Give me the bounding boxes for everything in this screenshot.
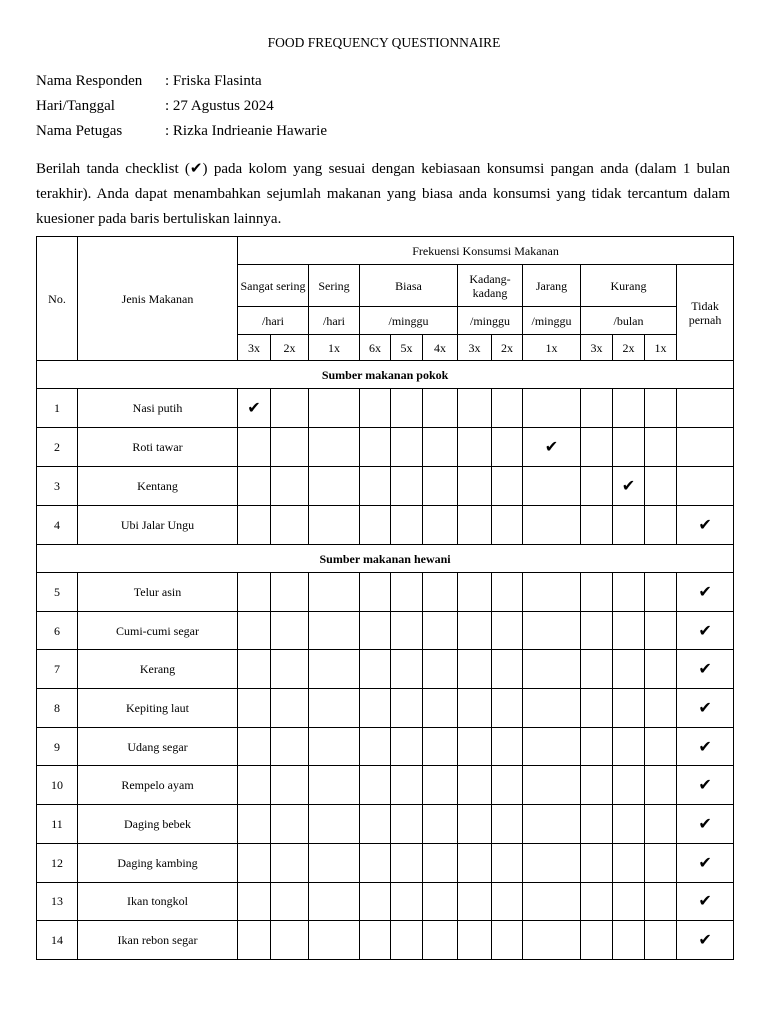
- freq-count: 1x: [523, 335, 581, 361]
- frequency-cell: [581, 573, 613, 612]
- frequency-cell: [271, 506, 309, 545]
- frequency-cell: [581, 689, 613, 728]
- frequency-cell: [309, 689, 360, 728]
- frequency-cell: [423, 727, 458, 766]
- food-row: [37, 389, 734, 428]
- food-number: 2: [37, 428, 78, 467]
- frequency-cell: [238, 506, 271, 545]
- respondent-info: [36, 69, 327, 144]
- food-name: Ikan rebon segar: [78, 921, 238, 960]
- frequency-cell: [391, 805, 423, 844]
- freq-count: 4x: [423, 335, 458, 361]
- freq-unit: /minggu: [523, 307, 581, 335]
- frequency-cell: [581, 766, 613, 805]
- frequency-cell: [271, 882, 309, 921]
- frequency-cell: [492, 766, 523, 805]
- info-value: : Friska Flasinta: [165, 73, 262, 89]
- frequency-cell: [581, 428, 613, 467]
- frequency-cell: [581, 727, 613, 766]
- info-value: : 27 Agustus 2024: [165, 98, 274, 114]
- checkmark-icon: ✔: [698, 775, 712, 795]
- frequency-cell: [391, 882, 423, 921]
- food-name: Udang segar: [78, 727, 238, 766]
- header-row: [37, 237, 734, 265]
- checkmark-icon: ✔: [247, 398, 261, 417]
- checkmark-icon: ✔: [544, 437, 559, 456]
- freq-group-sering: Sering: [309, 265, 360, 307]
- freq-count: 2x: [271, 335, 309, 361]
- food-row: [37, 921, 734, 960]
- frequency-cell: [523, 650, 581, 689]
- checkmark-icon: ✔: [698, 620, 712, 640]
- frequency-cell: [238, 843, 271, 882]
- frequency-cell: [391, 843, 423, 882]
- frequency-cell: [360, 573, 391, 612]
- frequency-cell: [613, 573, 645, 612]
- frequency-cell: [523, 727, 581, 766]
- frequency-cell: [458, 843, 492, 882]
- frequency-cell: [492, 882, 523, 921]
- frequency-cell: [492, 611, 523, 650]
- info-label: Nama Responden: [36, 73, 143, 89]
- frequency-cell: [458, 882, 492, 921]
- frequency-cell: [238, 611, 271, 650]
- frequency-cell: [581, 843, 613, 882]
- frequency-cell: [458, 689, 492, 728]
- checkmark-icon: ✔: [698, 515, 712, 534]
- frequency-cell: [423, 506, 458, 545]
- freq-group-kadang-kadang: Kadang-kadang: [458, 265, 523, 307]
- frequency-cell: [271, 650, 309, 689]
- col-header-no: No.: [37, 237, 78, 361]
- frequency-cell: [645, 506, 677, 545]
- food-row: [37, 573, 734, 612]
- frequency-cell: [309, 573, 360, 612]
- frequency-cell: [492, 506, 523, 545]
- frequency-cell: [423, 689, 458, 728]
- frequency-cell: [391, 467, 423, 506]
- frequency-cell: [309, 727, 360, 766]
- food-name: Kentang: [78, 467, 238, 506]
- frequency-cell: [458, 727, 492, 766]
- freq-count: 3x: [238, 335, 271, 361]
- checkmark-icon: ✔: [698, 852, 712, 872]
- food-row: [37, 689, 734, 728]
- frequency-cell: [645, 389, 677, 428]
- frequency-cell: [581, 389, 613, 428]
- frequency-cell: [423, 611, 458, 650]
- table-body: [37, 361, 734, 960]
- freq-unit: /hari: [238, 307, 309, 335]
- frequency-cell: [360, 689, 391, 728]
- info-date: [36, 94, 327, 119]
- freq-unit: /minggu: [360, 307, 458, 335]
- frequency-cell: [523, 428, 581, 467]
- checkmark-icon: ✔: [698, 736, 712, 756]
- frequency-cell: [360, 650, 391, 689]
- frequency-cell: [523, 467, 581, 506]
- food-name: Kerang: [78, 650, 238, 689]
- frequency-cell: [238, 882, 271, 921]
- frequency-cell: [581, 506, 613, 545]
- ffq-table: [36, 236, 734, 960]
- frequency-cell: [677, 843, 734, 882]
- frequency-cell: [238, 428, 271, 467]
- col-header-never: Tidak pernah: [677, 265, 734, 361]
- frequency-cell: [613, 389, 645, 428]
- frequency-cell: [423, 389, 458, 428]
- food-name: Ikan tongkol: [78, 882, 238, 921]
- frequency-cell: [423, 573, 458, 612]
- frequency-cell: [613, 843, 645, 882]
- frequency-cell: [492, 805, 523, 844]
- info-label: Nama Petugas: [36, 123, 123, 139]
- frequency-cell: [677, 467, 734, 506]
- frequency-cell: [677, 805, 734, 844]
- frequency-cell: [581, 650, 613, 689]
- frequency-cell: [423, 766, 458, 805]
- frequency-cell: [613, 727, 645, 766]
- frequency-cell: [309, 766, 360, 805]
- frequency-cell: [238, 467, 271, 506]
- frequency-cell: [581, 921, 613, 960]
- instructions-paragraph: Berilah tanda checklist (✔) pada kolom yang sesuai dengan kebiasaan konsumsi pangan anda (dalam 1 bulan terakhir). Anda dapat menambahkan sejumlah makanan yang biasa anda konsumsi yang tidak tercantum dalam kuesioner pada baris bertuliskan lainnya.: [36, 161, 730, 227]
- food-name: Roti tawar: [78, 428, 238, 467]
- frequency-cell: [645, 843, 677, 882]
- food-row: [37, 650, 734, 689]
- table-header: [37, 237, 734, 361]
- food-name: Nasi putih: [78, 389, 238, 428]
- frequency-cell: [458, 805, 492, 844]
- frequency-cell: [458, 766, 492, 805]
- freq-count: 1x: [309, 335, 360, 361]
- frequency-cell: [492, 389, 523, 428]
- freq-count: 1x: [645, 335, 677, 361]
- frequency-cell: [645, 428, 677, 467]
- freq-count: 5x: [391, 335, 423, 361]
- freq-count: 6x: [360, 335, 391, 361]
- frequency-cell: [423, 843, 458, 882]
- frequency-cell: [581, 882, 613, 921]
- frequency-cell: [523, 921, 581, 960]
- frequency-cell: [613, 882, 645, 921]
- frequency-cell: [492, 921, 523, 960]
- frequency-cell: [271, 573, 309, 612]
- food-name: Kepiting laut: [78, 689, 238, 728]
- frequency-cell: [645, 921, 677, 960]
- food-number: 3: [37, 467, 78, 506]
- frequency-cell: [309, 882, 360, 921]
- freq-unit: /minggu: [458, 307, 523, 335]
- frequency-cell: [309, 389, 360, 428]
- frequency-cell: [492, 573, 523, 612]
- frequency-cell: [423, 467, 458, 506]
- frequency-cell: [423, 428, 458, 467]
- frequency-cell: [309, 611, 360, 650]
- frequency-cell: [645, 805, 677, 844]
- frequency-cell: [613, 689, 645, 728]
- frequency-cell: [271, 389, 309, 428]
- checkmark-icon: ✔: [698, 659, 712, 679]
- frequency-cell: [309, 506, 360, 545]
- frequency-cell: [492, 727, 523, 766]
- frequency-cell: [238, 727, 271, 766]
- frequency-cell: [458, 506, 492, 545]
- food-name: Telur asin: [78, 573, 238, 612]
- frequency-cell: [581, 467, 613, 506]
- food-row: [37, 467, 734, 506]
- frequency-cell: [677, 727, 734, 766]
- frequency-cell: [309, 467, 360, 506]
- frequency-cell: [423, 650, 458, 689]
- section-title: Sumber makanan hewani: [37, 545, 734, 573]
- frequency-cell: [238, 689, 271, 728]
- frequency-cell: [523, 882, 581, 921]
- frequency-cell: [677, 389, 734, 428]
- col-header-frequency: Frekuensi Konsumsi Makanan: [238, 237, 734, 265]
- food-name: Rempelo ayam: [78, 766, 238, 805]
- frequency-cell: [309, 805, 360, 844]
- frequency-cell: [271, 921, 309, 960]
- frequency-cell: [645, 882, 677, 921]
- food-row: [37, 766, 734, 805]
- frequency-cell: [271, 428, 309, 467]
- checkmark-icon: ✔: [698, 697, 712, 717]
- info-officer-name: [36, 119, 327, 144]
- frequency-cell: [391, 573, 423, 612]
- frequency-cell: [360, 389, 391, 428]
- food-row: [37, 843, 734, 882]
- freq-group-jarang: Jarang: [523, 265, 581, 307]
- frequency-cell: [271, 805, 309, 844]
- frequency-cell: [271, 843, 309, 882]
- frequency-cell: [423, 921, 458, 960]
- info-respondent-name: [36, 69, 327, 94]
- checkmark-icon: ✔: [621, 476, 636, 495]
- frequency-cell: [613, 766, 645, 805]
- frequency-cell: [492, 843, 523, 882]
- frequency-cell: [271, 611, 309, 650]
- frequency-cell: [238, 921, 271, 960]
- frequency-cell: [360, 611, 391, 650]
- frequency-cell: [423, 882, 458, 921]
- food-row: [37, 805, 734, 844]
- frequency-cell: [492, 467, 523, 506]
- frequency-cell: [458, 611, 492, 650]
- frequency-cell: [309, 921, 360, 960]
- frequency-cell: [613, 428, 645, 467]
- frequency-cell: [645, 573, 677, 612]
- frequency-cell: [391, 727, 423, 766]
- frequency-cell: [238, 805, 271, 844]
- frequency-cell: [360, 805, 391, 844]
- food-number: 1: [37, 389, 78, 428]
- frequency-cell: [523, 573, 581, 612]
- food-name: Daging kambing: [78, 843, 238, 882]
- frequency-cell: [391, 506, 423, 545]
- frequency-cell: [458, 428, 492, 467]
- food-row: [37, 506, 734, 545]
- frequency-cell: [523, 389, 581, 428]
- frequency-cell: [360, 882, 391, 921]
- frequency-cell: [523, 843, 581, 882]
- frequency-cell: [391, 389, 423, 428]
- frequency-cell: [613, 805, 645, 844]
- checkmark-icon: ✔: [698, 891, 712, 911]
- frequency-cell: [360, 843, 391, 882]
- freq-group-kurang: Kurang: [581, 265, 677, 307]
- checkmark-icon: ✔: [698, 581, 712, 601]
- info-label: Hari/Tanggal: [36, 98, 115, 114]
- frequency-cell: [458, 467, 492, 506]
- frequency-cell: [492, 428, 523, 467]
- food-number: 4: [37, 506, 78, 545]
- food-row: [37, 882, 734, 921]
- frequency-cell: [677, 921, 734, 960]
- frequency-cell: [271, 727, 309, 766]
- frequency-cell: [238, 766, 271, 805]
- frequency-cell: [645, 467, 677, 506]
- frequency-cell: [360, 467, 391, 506]
- frequency-cell: [613, 467, 645, 506]
- frequency-cell: [645, 650, 677, 689]
- frequency-cell: [309, 650, 360, 689]
- frequency-cell: [458, 921, 492, 960]
- document-title: FOOD FREQUENCY QUESTIONNAIRE: [267, 35, 501, 50]
- frequency-cell: [677, 506, 734, 545]
- food-row: [37, 428, 734, 467]
- food-name: Cumi-cumi segar: [78, 611, 238, 650]
- frequency-cell: [613, 611, 645, 650]
- food-number: 7: [37, 650, 78, 689]
- frequency-cell: [458, 389, 492, 428]
- frequency-cell: [523, 805, 581, 844]
- frequency-cell: [391, 650, 423, 689]
- frequency-cell: [581, 611, 613, 650]
- frequency-cell: [271, 766, 309, 805]
- frequency-cell: [645, 766, 677, 805]
- frequency-cell: [492, 689, 523, 728]
- checkmark-icon: ✔: [698, 930, 712, 950]
- frequency-cell: [677, 766, 734, 805]
- frequency-cell: [613, 921, 645, 960]
- frequency-cell: [360, 428, 391, 467]
- food-number: 5: [37, 573, 78, 612]
- frequency-cell: [360, 506, 391, 545]
- checkmark-icon: ✔: [698, 813, 712, 833]
- frequency-cell: [492, 650, 523, 689]
- frequency-cell: [613, 506, 645, 545]
- food-number: 8: [37, 689, 78, 728]
- frequency-cell: [523, 506, 581, 545]
- freq-count: 2x: [613, 335, 645, 361]
- frequency-cell: [391, 428, 423, 467]
- food-number: 14: [37, 921, 78, 960]
- frequency-cell: [391, 689, 423, 728]
- freq-unit: /bulan: [581, 307, 677, 335]
- freq-count: 3x: [458, 335, 492, 361]
- frequency-cell: [645, 689, 677, 728]
- food-number: 9: [37, 727, 78, 766]
- section-row: [37, 361, 734, 389]
- frequency-cell: [677, 573, 734, 612]
- food-number: 12: [37, 843, 78, 882]
- freq-unit: /hari: [309, 307, 360, 335]
- food-number: 10: [37, 766, 78, 805]
- food-number: 6: [37, 611, 78, 650]
- frequency-cell: [360, 727, 391, 766]
- info-value: : Rizka Indrieanie Hawarie: [165, 123, 328, 139]
- frequency-cell: [677, 428, 734, 467]
- section-row: [37, 545, 734, 573]
- frequency-cell: [238, 573, 271, 612]
- frequency-cell: [423, 805, 458, 844]
- frequency-cell: [645, 611, 677, 650]
- frequency-cell: [309, 843, 360, 882]
- food-name: Ubi Jalar Ungu: [78, 506, 238, 545]
- frequency-cell: [271, 467, 309, 506]
- frequency-cell: [613, 650, 645, 689]
- frequency-cell: [677, 689, 734, 728]
- freq-group-biasa: Biasa: [360, 265, 458, 307]
- food-row: [37, 611, 734, 650]
- frequency-cell: [677, 611, 734, 650]
- frequency-cell: [581, 805, 613, 844]
- food-number: 11: [37, 805, 78, 844]
- frequency-cell: [523, 689, 581, 728]
- food-number: 13: [37, 882, 78, 921]
- frequency-cell: [271, 689, 309, 728]
- frequency-cell: [309, 428, 360, 467]
- frequency-cell: [523, 611, 581, 650]
- frequency-cell: [360, 921, 391, 960]
- frequency-cell: [458, 650, 492, 689]
- freq-count: 2x: [492, 335, 523, 361]
- food-name: Daging bebek: [78, 805, 238, 844]
- frequency-cell: [238, 650, 271, 689]
- frequency-cell: [523, 766, 581, 805]
- freq-group-sangat-sering: Sangat sering: [238, 265, 309, 307]
- frequency-cell: [360, 766, 391, 805]
- frequency-cell: [645, 727, 677, 766]
- frequency-cell: [391, 921, 423, 960]
- section-title: Sumber makanan pokok: [37, 361, 734, 389]
- frequency-cell: [677, 650, 734, 689]
- frequency-cell: [458, 573, 492, 612]
- frequency-cell: [238, 389, 271, 428]
- col-header-food: Jenis Makanan: [78, 237, 238, 361]
- food-row: [37, 727, 734, 766]
- frequency-cell: [677, 882, 734, 921]
- frequency-cell: [391, 611, 423, 650]
- freq-count: 3x: [581, 335, 613, 361]
- frequency-cell: [391, 766, 423, 805]
